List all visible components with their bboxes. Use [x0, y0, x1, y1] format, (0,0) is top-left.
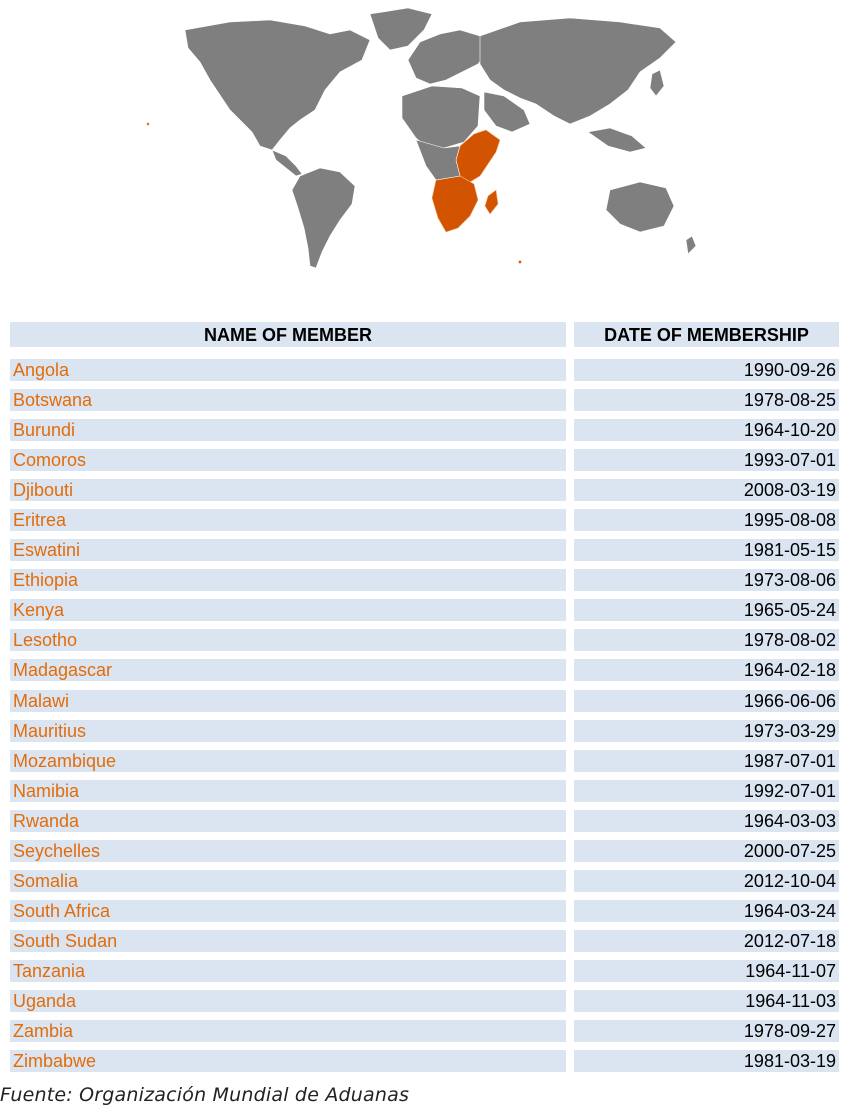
- membership-date: 1964-11-07: [574, 960, 839, 982]
- table-row: [10, 599, 839, 629]
- table-row: [10, 419, 839, 449]
- member-name-link[interactable]: Burundi: [10, 419, 566, 441]
- seychelles-dot: [519, 261, 522, 264]
- member-name-link[interactable]: Eritrea: [10, 509, 566, 531]
- header-name-of-member: NAME OF MEMBER: [10, 322, 566, 347]
- table-row: [10, 960, 839, 990]
- membership-date: 1973-03-29: [574, 720, 839, 742]
- membership-date: 1964-02-18: [574, 659, 839, 681]
- membership-date: 1981-05-15: [574, 539, 839, 561]
- source-caption: Fuente: Organización Mundial de Aduanas: [0, 1084, 410, 1106]
- table-row: [10, 1020, 839, 1050]
- table-row: [10, 750, 839, 780]
- member-name-link[interactable]: South Sudan: [10, 930, 566, 952]
- table-row: [10, 870, 839, 900]
- membership-date: 2012-10-04: [574, 870, 839, 892]
- southern-africa-members: [432, 176, 478, 232]
- member-name-link[interactable]: Madagascar: [10, 659, 566, 681]
- table-row: [10, 509, 839, 539]
- member-name-link[interactable]: Comoros: [10, 449, 566, 471]
- table-row: [10, 659, 839, 689]
- membership-date: 1964-10-20: [574, 419, 839, 441]
- membership-date: 2008-03-19: [574, 479, 839, 501]
- member-name-link[interactable]: Uganda: [10, 990, 566, 1012]
- world-map: [140, 0, 700, 272]
- table-row: [10, 1050, 839, 1080]
- membership-table: [10, 322, 839, 1080]
- land-masses: [185, 8, 696, 268]
- table-body: [10, 359, 839, 1080]
- table-row: [10, 720, 839, 750]
- member-name-link[interactable]: Kenya: [10, 599, 566, 621]
- membership-date: 1964-03-24: [574, 900, 839, 922]
- australia: [606, 182, 674, 232]
- member-name-link[interactable]: Angola: [10, 359, 566, 381]
- member-name-link[interactable]: Botswana: [10, 389, 566, 411]
- japan: [650, 70, 664, 96]
- member-name-link[interactable]: Djibouti: [10, 479, 566, 501]
- table-row: [10, 780, 839, 810]
- membership-date: 1964-03-03: [574, 810, 839, 832]
- member-name-link[interactable]: Somalia: [10, 870, 566, 892]
- mauritius-dot: [147, 123, 149, 125]
- member-name-link[interactable]: Namibia: [10, 780, 566, 802]
- membership-date: 1978-09-27: [574, 1020, 839, 1042]
- membership-date: 1993-07-01: [574, 449, 839, 471]
- europe: [408, 30, 490, 84]
- world-map-svg: [140, 0, 700, 272]
- membership-date: 1965-05-24: [574, 599, 839, 621]
- new-zealand: [686, 236, 696, 254]
- member-name-link[interactable]: Lesotho: [10, 629, 566, 651]
- member-name-link[interactable]: Eswatini: [10, 539, 566, 561]
- member-name-link[interactable]: Tanzania: [10, 960, 566, 982]
- table-row: [10, 569, 839, 599]
- table-row: [10, 479, 839, 509]
- membership-date: 1966-06-06: [574, 690, 839, 712]
- central-america: [272, 150, 302, 176]
- membership-date: 1978-08-25: [574, 389, 839, 411]
- membership-date: 1987-07-01: [574, 750, 839, 772]
- member-name-link[interactable]: Zambia: [10, 1020, 566, 1042]
- madagascar-shape: [485, 190, 498, 214]
- membership-date: 2012-07-18: [574, 930, 839, 952]
- membership-date: 1990-09-26: [574, 359, 839, 381]
- southeast-asia: [588, 128, 646, 152]
- header-date-of-membership: DATE OF MEMBERSHIP: [574, 322, 839, 347]
- table-row: [10, 359, 839, 389]
- member-name-link[interactable]: Zimbabwe: [10, 1050, 566, 1072]
- member-name-link[interactable]: South Africa: [10, 900, 566, 922]
- member-name-link[interactable]: Mauritius: [10, 720, 566, 742]
- table-row: [10, 990, 839, 1020]
- table-header: [10, 322, 839, 347]
- member-name-link[interactable]: Mozambique: [10, 750, 566, 772]
- membership-date: 1995-08-08: [574, 509, 839, 531]
- member-name-link[interactable]: Ethiopia: [10, 569, 566, 591]
- central-africa: [416, 140, 460, 180]
- north-america: [185, 20, 370, 150]
- table-row: [10, 539, 839, 569]
- table-row: [10, 810, 839, 840]
- south-america: [292, 168, 355, 268]
- member-name-link[interactable]: Rwanda: [10, 810, 566, 832]
- table-row: [10, 449, 839, 479]
- member-name-link[interactable]: Seychelles: [10, 840, 566, 862]
- table-row: [10, 690, 839, 720]
- membership-date: 1992-07-01: [574, 780, 839, 802]
- membership-date: 2000-07-25: [574, 840, 839, 862]
- table-row: [10, 900, 839, 930]
- membership-date: 1981-03-19: [574, 1050, 839, 1072]
- member-name-link[interactable]: Malawi: [10, 690, 566, 712]
- table-row: [10, 840, 839, 870]
- membership-date: 1973-08-06: [574, 569, 839, 591]
- table-row: [10, 930, 839, 960]
- membership-date: 1978-08-02: [574, 629, 839, 651]
- membership-date: 1964-11-03: [574, 990, 839, 1012]
- table-row: [10, 389, 839, 419]
- table-row: [10, 629, 839, 659]
